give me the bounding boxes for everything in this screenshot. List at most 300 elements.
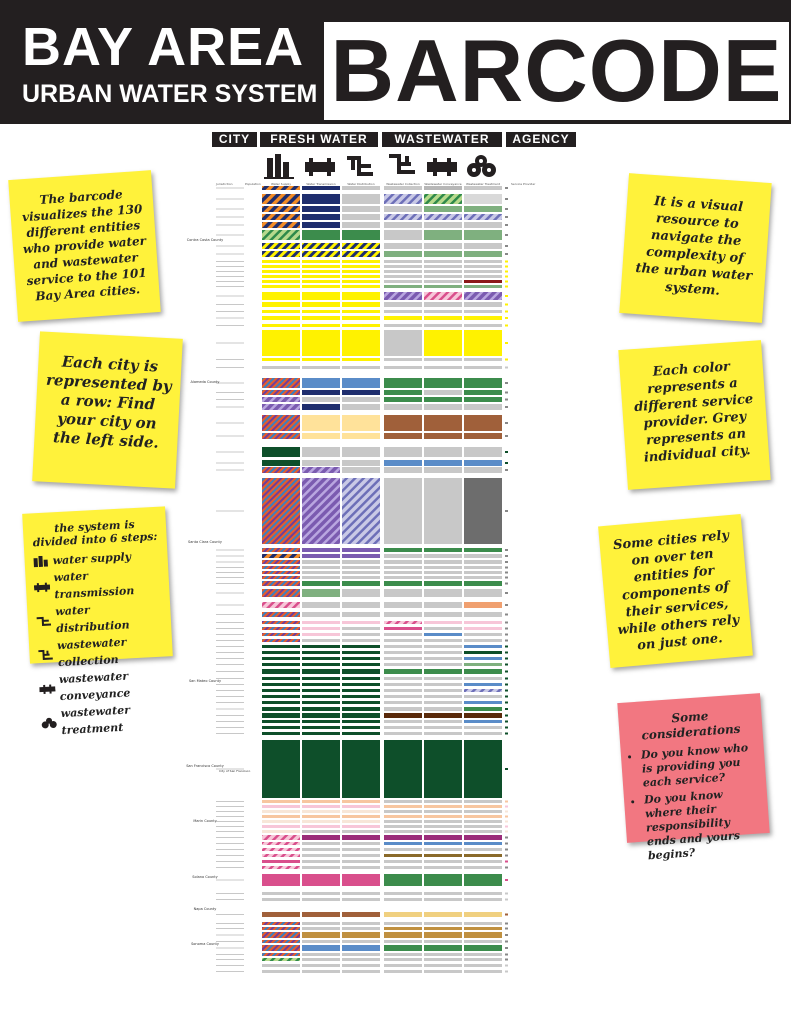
agency-swatch [505, 923, 508, 925]
city-label-line [216, 893, 244, 894]
city-label-line [216, 254, 244, 255]
barcode-cell [424, 713, 462, 718]
barcode-cell [464, 958, 502, 961]
agency-swatch [505, 721, 508, 723]
barcode-cell [384, 243, 422, 249]
city-label-line [216, 652, 244, 653]
barcode-cell [342, 206, 380, 212]
barcode-cell [262, 940, 300, 943]
barcode-cell [262, 460, 300, 466]
barcode-cell [302, 820, 340, 823]
county-label: Alameda County [190, 380, 220, 384]
barcode-cell [424, 805, 462, 808]
barcode-cell [262, 726, 300, 729]
barcode-cell [302, 280, 340, 283]
title-urban-water-system: URBAN WATER SYSTEM [22, 80, 318, 108]
barcode-cell [384, 732, 422, 735]
barcode-cell [302, 713, 340, 718]
city-label-line [216, 721, 244, 722]
barcode-cell [262, 677, 300, 680]
city-label-line [216, 423, 244, 424]
barcode-cell [424, 358, 462, 361]
step-label: water supply [52, 550, 132, 568]
barcode-cell [384, 860, 422, 863]
barcode-cell [424, 222, 462, 228]
city-label-line [216, 383, 244, 384]
barcode-cell [342, 874, 380, 886]
barcode-cell [464, 612, 502, 617]
barcode-cell [424, 842, 462, 845]
step-label: wastewater treatment [60, 703, 131, 738]
barcode-cell [262, 912, 300, 917]
barcode-cell [384, 854, 422, 857]
barcode-cell [342, 633, 380, 636]
barcode-cell [262, 285, 300, 288]
barcode-cell [262, 548, 300, 552]
barcode-cell [302, 639, 340, 642]
agency-swatch [505, 276, 508, 278]
barcode-cell [424, 275, 462, 278]
barcode-cell [302, 848, 340, 851]
agency-swatch [505, 821, 508, 823]
barcode-cell [342, 243, 380, 249]
barcode-cell [302, 830, 340, 833]
barcode-cell [384, 820, 422, 823]
barcode-cell [302, 726, 340, 729]
agency-swatch [505, 572, 508, 574]
barcode-cell [262, 663, 300, 666]
barcode-cell [302, 404, 340, 410]
barcode-cell [464, 645, 502, 648]
barcode-cell [464, 554, 502, 558]
barcode-cell [384, 265, 422, 268]
city-label-line [216, 646, 244, 647]
barcode-cell [262, 330, 300, 356]
agency-swatch [505, 549, 508, 551]
barcode-cell [342, 214, 380, 220]
barcode-cell [384, 302, 422, 307]
barcode-cell [342, 732, 380, 735]
barcode-cell [342, 651, 380, 654]
barcode-cell [464, 898, 502, 901]
col-head-population: Population [245, 182, 261, 186]
barcode-cell [302, 621, 340, 624]
agency-swatch [505, 561, 508, 563]
barcode-cell [302, 800, 340, 803]
barcode-cell [262, 740, 300, 798]
barcode-cell [342, 589, 380, 597]
barcode-cell [262, 560, 300, 564]
category-agency: AGENCY [506, 132, 576, 147]
barcode-cell [302, 358, 340, 361]
barcode-cell [384, 940, 422, 943]
col-head-service-provider: Service Provider [511, 182, 536, 186]
category-city: CITY [212, 132, 257, 147]
barcode-cell [464, 265, 502, 268]
city-label-line [216, 562, 244, 563]
barcode-cell [342, 810, 380, 813]
barcode-cell [424, 892, 462, 895]
agency-swatch [505, 696, 508, 698]
agency-swatch [505, 861, 508, 863]
city-label-line [216, 831, 244, 832]
barcode-cell [384, 366, 422, 369]
barcode-cell [384, 316, 422, 320]
barcode-cell [302, 566, 340, 569]
barcode-cell [302, 554, 340, 558]
barcode-cell [302, 922, 340, 925]
barcode-cell [424, 467, 462, 473]
barcode-cell [342, 940, 380, 943]
barcode-cell [424, 621, 462, 624]
col-head-water-supply: Water Supply [270, 182, 292, 186]
county-label: Solano County [192, 875, 218, 879]
barcode-cell [424, 835, 462, 840]
barcode-cell [302, 627, 340, 630]
barcode-cell [424, 251, 462, 257]
note-visual-resource-text: It is a visual resource to navigate the complexity of the urban water system. [635, 194, 753, 299]
agency-swatch [505, 281, 508, 283]
agency-swatch [505, 652, 508, 654]
barcode-cell [342, 576, 380, 579]
barcode-cell [384, 800, 422, 803]
barcode-cell [262, 932, 300, 938]
barcode-cell [464, 860, 502, 863]
agency-swatch [505, 806, 508, 808]
barcode-cell [464, 621, 502, 624]
barcode-cell [384, 927, 422, 930]
sticky-note-considerations [617, 693, 769, 863]
barcode-cell [424, 560, 462, 564]
barcode-cell [342, 478, 380, 544]
agency-swatch [505, 768, 508, 770]
barcode-cell [302, 835, 340, 840]
barcode-cell [464, 866, 502, 869]
barcode-cell [342, 260, 380, 263]
agency-swatch [505, 634, 508, 636]
barcode-cell [384, 945, 422, 951]
barcode-cell [424, 953, 462, 956]
barcode-cell [464, 230, 502, 240]
barcode-cell [424, 554, 462, 558]
barcode-cell [342, 800, 380, 803]
barcode-cell [342, 669, 380, 674]
barcode-cell [262, 602, 300, 608]
barcode-cell [342, 222, 380, 228]
barcode-cell [384, 560, 422, 564]
barcode-cell [262, 922, 300, 925]
barcode-cell [342, 560, 380, 564]
barcode-cell [384, 566, 422, 569]
barcode-cell [342, 701, 380, 704]
barcode-cell [384, 447, 422, 457]
city-label-line [216, 271, 244, 272]
city-label-line [216, 640, 244, 641]
barcode-cell [302, 958, 340, 961]
barcode-cell [464, 260, 502, 263]
barcode-cell [464, 460, 502, 466]
barcode-cell [384, 695, 422, 698]
barcode-cell [262, 860, 300, 863]
agency-swatch [505, 304, 508, 306]
barcode-cell [464, 953, 502, 956]
step-label: wastewater collection [56, 635, 127, 670]
city-label-line [216, 971, 244, 972]
city-label-line [216, 399, 244, 400]
barcode-cell [302, 467, 340, 473]
col-head-wastewater-collection: Wastewater Collection [386, 182, 420, 186]
barcode-cell [384, 720, 422, 723]
agency-swatch [505, 422, 508, 424]
barcode-cell [424, 945, 462, 951]
barcode-cell [384, 554, 422, 558]
barcode-cell [302, 378, 340, 388]
barcode-cell [424, 860, 462, 863]
barcode-cell [464, 820, 502, 823]
barcode-cell [424, 874, 462, 886]
barcode-cell [342, 186, 380, 190]
barcode-cell [384, 970, 422, 973]
city-label-line [216, 690, 244, 691]
agency-swatch [505, 801, 508, 803]
barcode-cell [424, 415, 462, 431]
agency-swatch [505, 245, 508, 247]
barcode-cell [384, 669, 422, 674]
barcode-cell [342, 720, 380, 723]
agency-swatch [505, 811, 508, 813]
barcode-cell [464, 825, 502, 828]
agency-swatch [505, 367, 508, 369]
col-head-wastewater-conveyance: Wastewater Conveyance [424, 182, 462, 186]
barcode-cell [262, 358, 300, 361]
barcode-cell [384, 964, 422, 967]
agency-swatch [505, 622, 508, 624]
city-label-line [216, 733, 244, 734]
barcode-cell [342, 460, 380, 466]
barcode-cell [464, 922, 502, 925]
title-bay-area: BAY AREA [22, 17, 305, 77]
barcode-cell [424, 280, 462, 283]
barcode-cell [384, 251, 422, 257]
barcode-cell [302, 222, 340, 228]
barcode-cell [302, 447, 340, 457]
barcode-cell [262, 970, 300, 973]
agency-swatch [505, 965, 508, 967]
barcode-cell [464, 186, 502, 190]
barcode-cell [262, 701, 300, 704]
barcode-cell [464, 945, 502, 951]
barcode-cell [342, 713, 380, 718]
barcode-cell [384, 621, 422, 624]
barcode-cell [302, 390, 340, 395]
barcode-cell [262, 720, 300, 723]
barcode-cell [384, 415, 422, 431]
agency-swatch [505, 469, 508, 471]
barcode-cell [424, 404, 462, 410]
barcode-cell [464, 404, 502, 410]
barcode-cell [464, 830, 502, 833]
sticky-note-each-city [32, 331, 183, 488]
barcode-cell [464, 571, 502, 574]
agency-swatch [505, 727, 508, 729]
city-label-line [216, 281, 244, 282]
barcode-cell [464, 316, 502, 320]
sticky-note-six-steps [22, 506, 173, 738]
city-label-line [216, 671, 244, 672]
barcode-cell [384, 270, 422, 273]
barcode-cell [424, 854, 462, 857]
barcode-cell [384, 683, 422, 686]
barcode-cell [424, 970, 462, 973]
city-label-line [216, 463, 244, 464]
col-head-wastewater-treatment: Wastewater Treatment [466, 182, 500, 186]
barcode-cell [424, 940, 462, 943]
barcode-cell [424, 589, 462, 597]
agency-swatch [505, 435, 508, 437]
barcode-cell [342, 310, 380, 313]
barcode-cell [302, 576, 340, 579]
barcode-cell [302, 707, 340, 711]
barcode-cell [342, 825, 380, 828]
barcode-cell [464, 566, 502, 569]
barcode-cell [424, 848, 462, 851]
barcode-cell [384, 663, 422, 666]
agency-swatch [505, 959, 508, 961]
barcode-cell [262, 854, 300, 857]
barcode-cell [262, 805, 300, 808]
barcode-cell [262, 689, 300, 692]
barcode-cell [302, 397, 340, 402]
barcode-cell [302, 310, 340, 313]
barcode-cell [342, 275, 380, 278]
barcode-cell [424, 633, 462, 636]
agency-swatch [505, 261, 508, 263]
barcode-cell [262, 310, 300, 313]
barcode-cell [384, 260, 422, 263]
barcode-cell [464, 651, 502, 654]
barcode-cell [342, 707, 380, 711]
barcode-cell [384, 842, 422, 845]
barcode-cell [302, 602, 340, 608]
barcode-cell [424, 214, 462, 220]
barcode-cell [424, 602, 462, 608]
city-label-line [216, 867, 244, 868]
barcode-cell [302, 927, 340, 930]
agency-swatch [505, 382, 508, 384]
agency-swatch [505, 216, 508, 218]
barcode-cell [262, 251, 300, 257]
city-label-line [216, 702, 244, 703]
city-label-line [216, 217, 244, 218]
barcode-cell [342, 726, 380, 729]
barcode-cell [424, 651, 462, 654]
barcode-cell [384, 285, 422, 288]
barcode-cell [384, 912, 422, 917]
wastewater-collection-icon [37, 649, 54, 661]
barcode-cell [464, 720, 502, 723]
barcode-cell [342, 270, 380, 273]
barcode-cell [262, 467, 300, 473]
barcode-cell [262, 302, 300, 307]
barcode-cell [424, 720, 462, 723]
barcode-cell [424, 912, 462, 917]
barcode-cell [262, 892, 300, 895]
barcode-cell [424, 285, 462, 288]
city-label-line [216, 855, 244, 856]
agency-swatch [505, 879, 508, 881]
barcode-cell [302, 701, 340, 704]
barcode-cell [424, 576, 462, 579]
barcode-cell [342, 415, 380, 431]
barcode-cell [302, 548, 340, 552]
barcode-cell [384, 275, 422, 278]
highlight-city-label: City of San Francisco [219, 769, 251, 773]
barcode-cell [302, 260, 340, 263]
city-label-line [216, 296, 244, 297]
agency-swatch [505, 266, 508, 268]
barcode-cell [384, 830, 422, 833]
city-label-line [216, 928, 244, 929]
barcode-cell [342, 390, 380, 395]
barcode-cell [464, 251, 502, 257]
city-label-line [216, 286, 244, 287]
agency-swatch [505, 604, 508, 606]
barcode-cell [342, 854, 380, 857]
barcode-cell [464, 292, 502, 300]
barcode-cell [302, 825, 340, 828]
city-label-line [216, 577, 244, 578]
barcode-cell [384, 689, 422, 692]
agency-swatch [505, 899, 508, 901]
barcode-cell [262, 866, 300, 869]
barcode-cell [424, 740, 462, 798]
barcode-cell [384, 835, 422, 840]
barcode-cell [342, 677, 380, 680]
barcode-cell [302, 854, 340, 857]
barcode-cell [342, 230, 380, 240]
agency-swatch [505, 934, 508, 936]
city-label-line [216, 959, 244, 960]
barcode-cell [464, 927, 502, 930]
barcode-cell [424, 689, 462, 692]
barcode-cell [424, 270, 462, 273]
barcode-cell [464, 366, 502, 369]
agency-swatch [505, 451, 508, 453]
barcode-cell [384, 713, 422, 718]
agency-swatch [505, 592, 508, 594]
barcode-cell [464, 581, 502, 586]
barcode-cell [262, 732, 300, 735]
barcode-cell [464, 324, 502, 327]
barcode-cell [384, 478, 422, 544]
agency-swatch [505, 342, 508, 344]
barcode-cell [302, 720, 340, 723]
barcode-cell [424, 732, 462, 735]
barcode-cell [262, 713, 300, 718]
barcode-cell [384, 953, 422, 956]
agency-swatch [505, 690, 508, 692]
barcode-cell [262, 842, 300, 845]
step-item [40, 700, 169, 741]
barcode-cell [302, 324, 340, 327]
barcode-cell [342, 251, 380, 257]
barcode-cell [302, 964, 340, 967]
barcode-cell [342, 602, 380, 608]
county-label: Napa County [193, 907, 217, 911]
barcode-cell [464, 433, 502, 439]
barcode-cell [262, 945, 300, 951]
barcode-cell [262, 214, 300, 220]
